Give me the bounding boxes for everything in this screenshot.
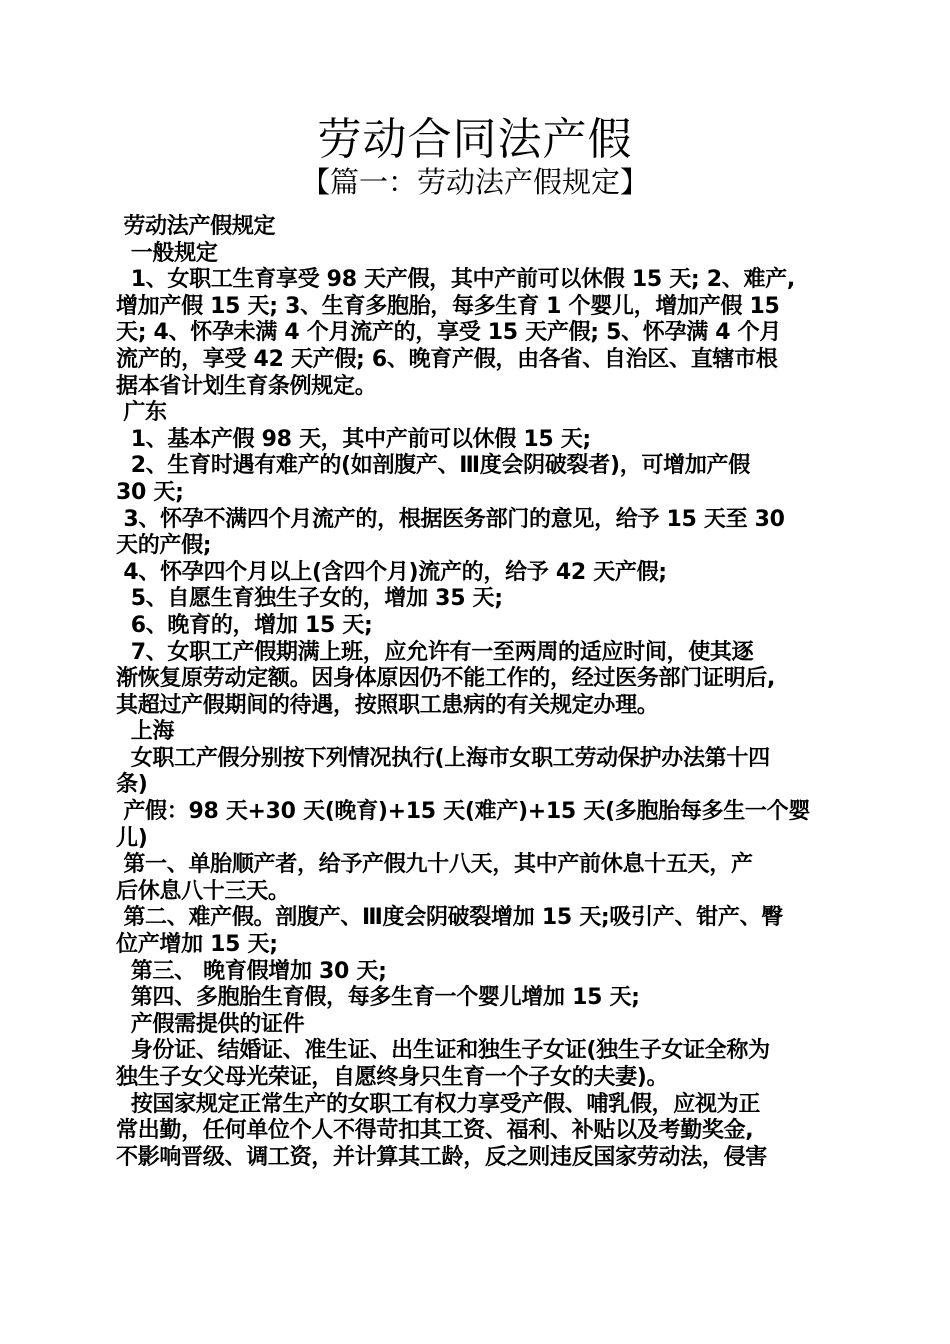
text-line: 5、自愿生育独生子女的，增加 35 天;	[116, 586, 503, 612]
text-line: 渐恢复原劳动定额。因身体原因仍不能工作的，经过医务部门证明后,	[116, 666, 776, 692]
text-line: 劳动法产假规定	[116, 214, 276, 239]
text-line: 常出勤，任何单位个人不得苛扣其工资、福利、补贴以及考勤奖金,	[116, 1118, 754, 1144]
text-line: 不影响晋级、调工资，并计算其工龄，反之则违反国家劳动法，侵害	[116, 1144, 768, 1170]
text-line: 据本省计划生育条例规定。	[116, 373, 377, 399]
text-line: 4、怀孕四个月以上(含四个月)流产的，给予 42 天产假;	[116, 559, 667, 585]
text-line: 3、怀孕不满四个月流产的，根据医务部门的意见，给予 15 天至 30	[116, 506, 785, 532]
text-line: 产假需提供的证件	[116, 1011, 305, 1037]
text-line: 位产增加 15 天;	[116, 932, 278, 958]
text-line: 第四、多胞胎生育假，每多生育一个婴儿增加 15 天;	[116, 985, 640, 1011]
text-line: 2、生育时遇有难产的(如剖腹产、Ⅲ度会阴破裂者)，可增加产假	[116, 453, 750, 479]
text-line: 独生子女父母光荣证，自愿终身只生育一个子女的夫妻)。	[116, 1065, 669, 1090]
document-body	[116, 214, 846, 1171]
text-line: 1、女职工生育享受 98 天产假，其中产前可以休假 15 天; 2、难产,	[116, 267, 795, 293]
text-line: 天的产假;	[116, 533, 212, 559]
document-title: 劳动合同法产假	[317, 114, 633, 165]
document-subtitle: 【篇一：劳动法产假规定】	[300, 165, 649, 199]
text-line: 其超过产假期间的待遇，按照职工患病的有关规定办理。	[116, 692, 659, 718]
text-line: 第三、 晚育假增加 30 天;	[116, 958, 387, 984]
text-line: 身份证、结婚证、准生证、出生证和独生子女证(独生子女证全称为	[116, 1038, 770, 1064]
text-line: 6、晚育的，增加 15 天;	[116, 612, 373, 638]
text-line: 第二、难产假。剖腹产、Ⅲ度会阴破裂增加 15 天;吸引产、钳产、臀	[116, 905, 783, 931]
text-line: 1、基本产假 98 天，其中产前可以休假 15 天;	[116, 426, 591, 452]
text-line: 女职工产假分别按下列情况执行(上海市女职工劳动保护办法第十四	[116, 745, 770, 771]
text-line: 儿)	[116, 825, 148, 851]
text-line: 广东	[116, 400, 167, 426]
text-line: 30 天;	[116, 479, 184, 505]
text-line: 按国家规定正常生产的女职工有权力享受产假、哺乳假，应视为正	[116, 1091, 761, 1117]
text-line: 增加产假 15 天; 3、生育多胞胎，每多生育 1 个婴儿，增加产假 15	[116, 293, 780, 319]
text-line: 后休息八十三天。	[116, 878, 290, 904]
text-line: 天; 4、怀孕未满 4 个月流产的，享受 15 天产假; 5、怀孕满 4 个月	[116, 320, 782, 346]
text-line: 产假：98 天+30 天(晚育)+15 天(难产)+15 天(多胞胎每多生一个婴	[116, 799, 811, 825]
text-line: 一般规定	[116, 240, 218, 266]
text-line: 流产的，享受 42 天产假; 6、晚育产假，由各省、自治区、直辖市根	[116, 346, 778, 372]
text-line: 条)	[116, 772, 148, 798]
text-line: 7、女职工产假期满上班，应允许有一至两周的适应时间，使其逐	[116, 639, 754, 665]
text-line: 上海	[116, 719, 175, 745]
text-line: 第一、单胎顺产者，给予产假九十八天，其中产前休息十五天，产	[116, 852, 753, 878]
